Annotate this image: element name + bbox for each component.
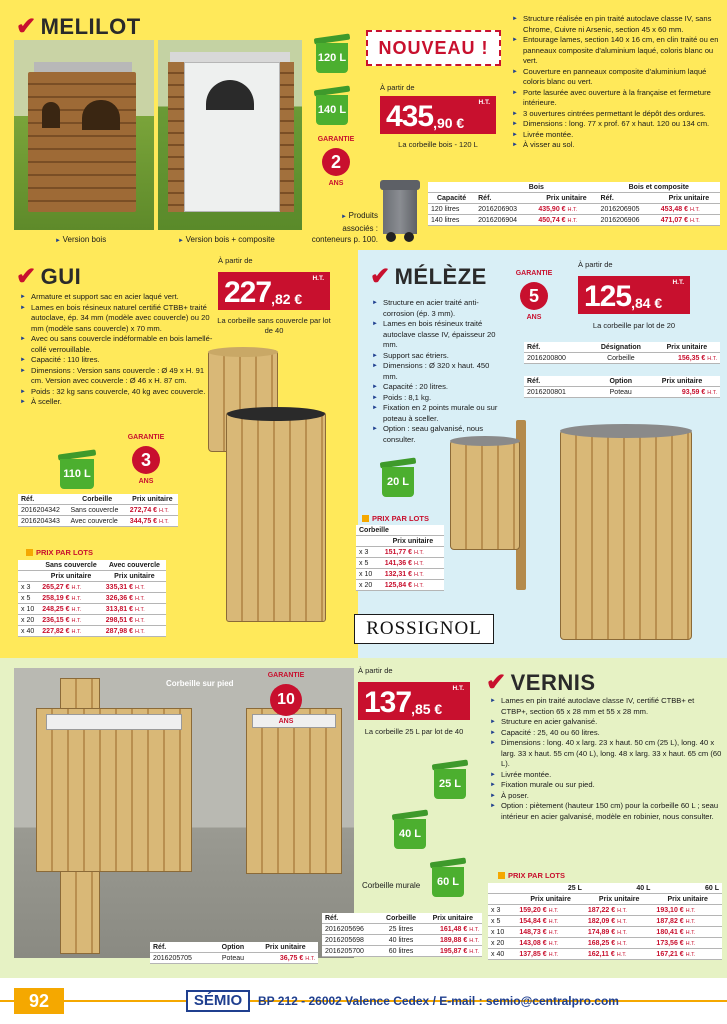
- melilot-caption-left: ► Version bois: [55, 235, 107, 244]
- table-row: x 3 159,20 € H.T. 187,22 € H.T. 193,10 € H.T.: [488, 905, 722, 916]
- melilot-title: ✔ MELILOT: [16, 13, 141, 40]
- list-item: ► À sceller.: [20, 397, 214, 408]
- gui-apartir: À partir de: [218, 256, 253, 265]
- list-item: ► Avec ou sans couvercle indéformable en bois lamellé-collé verrouillable.: [20, 334, 214, 355]
- meleze-title: ✔ MÉLÈZE: [370, 263, 487, 290]
- gui-title: ✔ GUI: [16, 263, 82, 290]
- list-item: ► Dimensions : long. 40 x larg. 23 x haut. 50 cm (25 L), long. 40 x larg. 33 x haut. 55 cm (40 L), long. 48 x larg. 33 x haut. 65 cm (60 L).: [490, 738, 722, 770]
- list-item: ► Porte lasurée avec ouverture à la française et fermeture intérieure.: [512, 88, 722, 109]
- produits-associes: ► Produits associés : conteneurs p. 100.: [311, 211, 378, 244]
- bin-icon-60: 60 L: [428, 858, 468, 898]
- gui-prix-lots-title: PRIX PAR LOTS: [26, 548, 93, 557]
- meleze-apartir: À partir de: [578, 260, 613, 269]
- table-row: 2016205700 60 litres 195,87 € H.T.: [322, 946, 482, 957]
- vernis-lots-table: 25 L 40 L 60 L Prix unitaire Prix unitaire Prix unitaire x 3 159,20 € H.T. 187,22 € H.T. 193,10 € H.T. x 5 154,84 € H.T. 182,09 € H.T. 187,82 € H.T. x 10 148,73 € H.T. 174,89 € H.T. 180,41 € H.T. x 20 143,08 € H.T. 168,25 € H.T. 173,56 € H.T. x 40 137,85 € H.T. 162,11 € H.T. 167,21 € H.T.: [488, 883, 722, 960]
- list-item: ► Capacité : 20 litres.: [372, 382, 502, 393]
- list-item: ► Structure en acier traité anti-corrosion (ép. 3 mm).: [372, 298, 502, 319]
- table-row: x 5 258,19 € H.T. 326,36 € H.T.: [18, 593, 166, 604]
- list-item: ► 3 ouvertures cintrées permettant le dépôt des ordures.: [512, 109, 722, 120]
- vernis-caption-murale: Corbeille murale: [362, 881, 421, 890]
- table-row: x 3 151,77 € H.T.: [356, 547, 444, 558]
- table-row: x 20 125,84 € H.T.: [356, 580, 444, 591]
- list-item: ► Lames en pin traité autoclave classe IV, certifié CTBB+ et CTBP+, section 65 x 28 mm et 55 x 28 mm.: [490, 696, 722, 717]
- vernis-caption-pied: Corbeille sur pied: [166, 679, 234, 688]
- bin-icon-20: 20 L: [378, 458, 418, 498]
- list-item: ► Capacité : 110 litres.: [20, 355, 214, 366]
- vernis-price: 137 ,85 € H.T.: [358, 682, 470, 720]
- list-item: ► Structure en acier galvanisé.: [490, 717, 722, 728]
- table-row: x 40 137,85 € H.T. 162,11 € H.T. 167,21 € H.T.: [488, 949, 722, 960]
- table-row: 2016205698 40 litres 189,88 € H.T.: [322, 935, 482, 946]
- footer-contact[interactable]: BP 212 - 26002 Valence Cedex / E-mail : semio@centralpro.com: [258, 994, 619, 1008]
- list-item: ► Fixation en 2 points murale ou sur poteau à sceller.: [372, 403, 502, 424]
- melilot-bullets: [512, 14, 722, 151]
- bin-icon-110: 110 L: [56, 450, 98, 490]
- melilot-price: 435 ,90 € H.T.: [380, 96, 496, 134]
- list-item: ► Dimensions : Version sans couvercle : Ø 49 x H. 91 cm. Version avec couvercle : Ø 46 x H. 87 cm.: [20, 366, 214, 387]
- list-item: ► Lames en bois résineux traité autoclave classe IV, épaisseur 20 mm.: [372, 319, 502, 351]
- gui-table: Réf. Corbeille Prix unitaire 2016204342 Sans couvercle 272,74 € H.T. 2016204343 Avec couvercle 344,75 € H.T.: [18, 494, 178, 527]
- table-row: x 5 154,84 € H.T. 182,09 € H.T. 187,82 € H.T.: [488, 916, 722, 927]
- gui-price: 227 ,82 € H.T.: [218, 272, 330, 310]
- list-item: ► Poids : 32 kg sans couvercle, 40 kg avec couvercle.: [20, 387, 214, 398]
- table-row: x 3 265,27 € H.T. 335,31 € H.T.: [18, 582, 166, 593]
- page-number: 92: [14, 988, 64, 1014]
- table-row: 2016205705 Poteau 36,75 € H.T.: [150, 953, 318, 964]
- melilot-photo-wood: [14, 40, 154, 230]
- bin-icon-120: [312, 34, 352, 74]
- bin-icon-140: [312, 86, 352, 126]
- table-row: x 20 143,08 € H.T. 168,25 € H.T. 173,56 € H.T.: [488, 938, 722, 949]
- list-item: ► Armature et support sac en acier laqué vert.: [20, 292, 214, 303]
- list-item: ► Support sac étriers.: [372, 351, 502, 362]
- meleze-prix-lots-title: PRIX PAR LOTS: [362, 514, 429, 523]
- semio-logo: SÉMIO: [186, 990, 250, 1012]
- table-row: 2016204343 Avec couvercle 344,75 € H.T.: [18, 516, 178, 527]
- list-item: ► Livrée montée.: [512, 130, 722, 141]
- list-item: ► Livrée montée.: [490, 770, 722, 781]
- gui-price-caption: La corbeille sans couvercle par lot de 40: [217, 316, 331, 335]
- meleze-price-caption: La corbeille par lot de 20: [592, 321, 676, 330]
- meleze-table-option: Réf. Option Prix unitaire 2016200801 Poteau 93,59 € H.T.: [524, 376, 720, 398]
- gui-lots-table: Sans couvercle Avec couvercle Prix unitaire Prix unitaire x 3 265,27 € H.T. 335,31 € H.T. x 5 258,19 € H.T. 326,36 € H.T. x 10 248,25 € H.T. 313,81 € H.T. x 20 236,15 € H.T. 298,51 € H.T. x 40 227,82 € H.T. 287,98 € H.T.: [18, 560, 166, 637]
- cap-label-120: 120 L: [316, 43, 348, 73]
- table-row: x 5 141,36 € H.T.: [356, 558, 444, 569]
- container-picture: [380, 180, 420, 242]
- bin-icon-40: 40 L: [390, 810, 430, 850]
- meleze-price: 125 ,84 € H.T.: [578, 276, 690, 314]
- melilot-apartir: À partir de: [380, 83, 415, 92]
- garantie-badge-5: GARANTIE 5 ANS: [515, 270, 553, 321]
- table-row: 2016205696 25 litres 161,48 € H.T.: [322, 924, 482, 935]
- list-item: ► À poser.: [490, 791, 722, 802]
- list-item: ► Dimensions : long. 77 x prof. 67 x haut. 120 ou 134 cm.: [512, 119, 722, 130]
- list-item: ► Option : piètement (hauteur 150 cm) pour la corbeille 60 L ; seau intérieur en acier galvanisé, modèle en robinier, nous consulter.: [490, 801, 722, 822]
- cap-label-140: 140 L: [316, 95, 348, 125]
- table-row: 120 litres 2016206903 435,90 € H.T. 2016206905 453,48 € H.T.: [428, 204, 720, 215]
- list-item: ► Structure réalisée en pin traité autoclave classe IV, sans Chrome, Cuivre ni Arsenic, section 45 x 60 mm.: [512, 14, 722, 35]
- list-item: ► Entourage lames, section 140 x 16 cm, en clin traité ou en panneaux composite d'aluminium laqué, coloris blanc ou vert.: [512, 35, 722, 67]
- table-row: x 10 248,25 € H.T. 313,81 € H.T.: [18, 604, 166, 615]
- gui-bullets: [20, 292, 214, 408]
- meleze-table-corbeille: Réf. Désignation Prix unitaire 2016200800 Corbeille 156,35 € H.T.: [524, 342, 720, 364]
- table-row: 2016204342 Sans couvercle 272,74 € H.T.: [18, 505, 178, 516]
- melilot-photo-composite: [158, 40, 302, 230]
- garantie-badge-3: GARANTIE 3 ANS: [127, 434, 165, 485]
- table-row: 140 litres 2016206904 450,74 € H.T. 2016206906 471,07 € H.T.: [428, 215, 720, 226]
- melilot-caption-right: ► Version bois + composite: [178, 235, 275, 244]
- vernis-bullets: [490, 696, 722, 822]
- table-row: x 20 236,15 € H.T. 298,51 € H.T.: [18, 615, 166, 626]
- rossignol-logo: ROSSIGNOL: [354, 614, 494, 644]
- list-item: ► Dimensions : Ø 320 x haut. 450 mm.: [372, 361, 502, 382]
- list-item: ► Lames en bois résineux naturel certifié CTBB+ traité autoclave, ép. 34 mm (modèle avec couvercle) ou 20 mm (modèle sans couvercle) x 70 mm.: [20, 303, 214, 335]
- vernis-option-table: Réf. Option Prix unitaire 2016205705 Poteau 36,75 € H.T.: [150, 942, 318, 964]
- nouveau-stamp: NOUVEAU !: [366, 30, 501, 66]
- table-row: 2016200800 Corbeille 156,35 € H.T.: [524, 353, 720, 364]
- list-item: ► À visser au sol.: [512, 140, 722, 151]
- garantie-badge-10: GARANTIE 10 ANS: [267, 672, 305, 725]
- list-item: ► Capacité : 25, 40 ou 60 litres.: [490, 728, 722, 739]
- garantie-badge-2: 2 GARANTIE ANS: [317, 136, 355, 187]
- table-row: x 40 227,82 € H.T. 287,98 € H.T.: [18, 626, 166, 637]
- table-row: x 10 132,31 € H.T.: [356, 569, 444, 580]
- vernis-prix-lots-title: PRIX PAR LOTS: [498, 871, 565, 880]
- list-item: ► Poids : 8,1 kg.: [372, 393, 502, 404]
- vernis-title: ✔ VERNIS: [486, 669, 596, 696]
- table-row: x 10 148,73 € H.T. 174,89 € H.T. 180,41 € H.T.: [488, 927, 722, 938]
- list-item: ► Fixation murale ou sur pied.: [490, 780, 722, 791]
- melilot-price-caption: La corbeille bois - 120 L: [398, 140, 478, 149]
- vernis-price-caption: La corbeille 25 L par lot de 40: [364, 727, 464, 736]
- vernis-apartir: À partir de: [358, 666, 393, 675]
- bin-icon-25: 25 L: [430, 760, 470, 800]
- meleze-lots-table: Corbeille Prix unitaire x 3 151,77 € H.T. x 5 141,36 € H.T. x 10 132,31 € H.T. x 20 125,84 € H.T.: [356, 525, 444, 591]
- list-item: ► Couverture en panneaux composite d'aluminium laqué coloris blanc ou vert.: [512, 67, 722, 88]
- list-item: ► Option : seau galvanisé, nous consulter.: [372, 424, 502, 445]
- table-row: 2016200801 Poteau 93,59 € H.T.: [524, 387, 720, 398]
- gui-bin-photo: [226, 412, 326, 622]
- melilot-table: Bois Bois et composite Capacité Réf. Prix unitaire Réf. Prix unitaire 120 litres 2016206903 435,90 € H.T. 2016206905 453,48 € H.T. 140 litres 2016206904 450,74 € H.T. 2016206906 471,07 € H.T.: [428, 182, 720, 226]
- vernis-main-table: Réf. Corbeille Prix unitaire 2016205696 25 litres 161,48 € H.T. 2016205698 40 litres 189,88 € H.T. 2016205700 60 litres 195,87 € H.T.: [322, 913, 482, 957]
